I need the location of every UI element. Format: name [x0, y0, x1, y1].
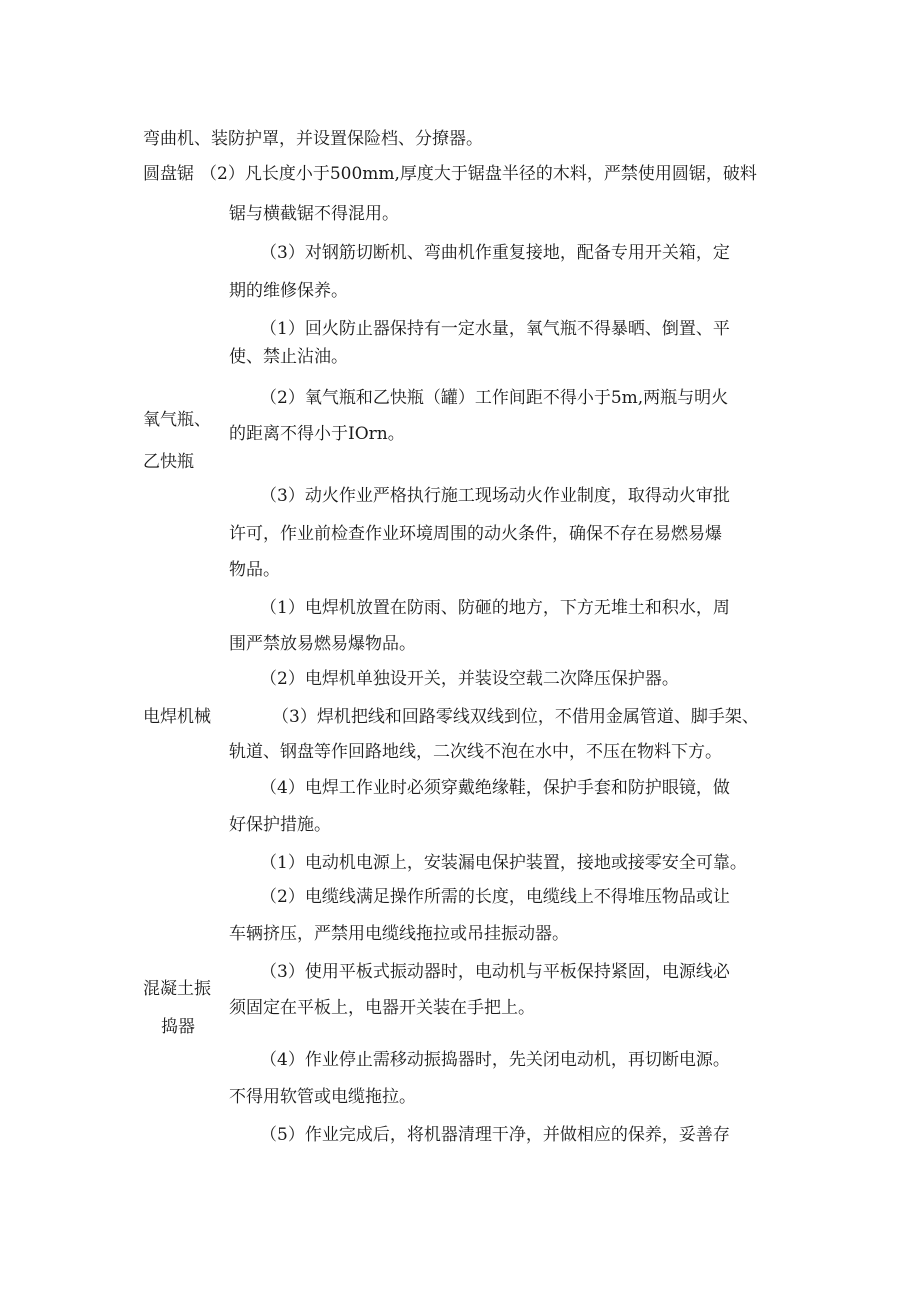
saw-item3-line2: 期的维修保养。 — [229, 281, 348, 301]
row-label-concrete-vibrator-line1: 混凝土振 — [143, 979, 211, 999]
vib-item5-line1: （5）作业完成后，将机器清理干净，并做相应的保养，妥善存 — [260, 1125, 730, 1145]
gas-item3-line1: （3）动火作业严格执行施工现场动火作业制度，取得动火审批 — [260, 486, 730, 506]
weld-item2-line1: （2）电焊机单独设开关，并装设空载二次降压保护器。 — [260, 669, 679, 689]
saw-item2-line2: 锯与横截锯不得混用。 — [229, 204, 399, 224]
gas-item1-line2: 使、禁止沾油。 — [229, 347, 348, 367]
vib-item3-line2: 须固定在平板上，电器开关装在手把上。 — [229, 998, 535, 1018]
gas-item3-line2: 许可，作业前检查作业环境周围的动火条件，确保不存在易燃易爆 — [229, 524, 722, 544]
row-label-circular-saw: 圆盘锯 — [143, 164, 194, 184]
weld-item1-line1: （1）电焊机放置在防雨、防砸的地方，下方无堆土和积水，周 — [260, 598, 730, 618]
vib-item2-line2: 车辆挤压，严禁用电缆线拖拉或吊挂振动器。 — [229, 924, 569, 944]
saw-item2-line1: （2）凡长度小于500mm,厚度大于锯盘半径的木料，严禁使用圆锯，破料 — [200, 164, 757, 184]
gas-item2-line2: 的距离不得小于IOrn。 — [229, 424, 405, 444]
vib-item4-line2: 不得用软管或电缆拖拉。 — [229, 1087, 416, 1107]
gas-item1-line1: （1）回火防止器保持有一定水量，氧气瓶不得暴晒、倒置、平 — [260, 319, 730, 339]
vib-item3-line1: （3）使用平板式振动器时，电动机与平板保持紧固，电源线必 — [260, 962, 730, 982]
row-label-gas-cylinder-line1: 氧气瓶、 — [143, 410, 211, 430]
row-label-concrete-vibrator-line2: 捣器 — [161, 1017, 195, 1037]
vib-item2-line1: （2）电缆线满足操作所需的长度，电缆线上不得堆压物品或让 — [260, 887, 730, 907]
vib-item1-line1: （1）电动机电源上，安装漏电保护装置，接地或接零安全可靠。 — [260, 853, 747, 873]
saw-item3-line1: （3）对钢筋切断机、弯曲机作重复接地，配备专用开关箱，定 — [260, 243, 730, 263]
vib-item4-line1: （4）作业停止需移动振捣器时，先关闭电动机，再切断电源。 — [260, 1050, 730, 1070]
weld-item4-line2: 好保护措施。 — [229, 815, 331, 835]
row-label-welding-machine: 电焊机械 — [143, 707, 211, 727]
gas-item2-line1: （2）氧气瓶和乙快瓶（罐）工作间距不得小于5m,两瓶与明火 — [260, 388, 729, 408]
weld-item3-line2: 轨道、钢盘等作回路地线，二次线不泡在水中，不压在物料下方。 — [229, 742, 722, 762]
gas-item3-line3: 物品。 — [229, 560, 280, 580]
weld-item1-line2: 围严禁放易燃易爆物品。 — [229, 634, 416, 654]
row-label-gas-cylinder-line2: 乙快瓶 — [143, 452, 194, 472]
continuation-text: 弯曲机、装防护罩，并设置保险档、分撩器。 — [143, 129, 483, 149]
weld-item4-line1: （4）电焊工作业时必须穿戴绝缘鞋，保护手套和防护眼镜，做 — [260, 778, 730, 798]
weld-item3-line1: （3）焊机把线和回路零线双线到位，不借用金属管道、脚手架、 — [272, 707, 759, 727]
